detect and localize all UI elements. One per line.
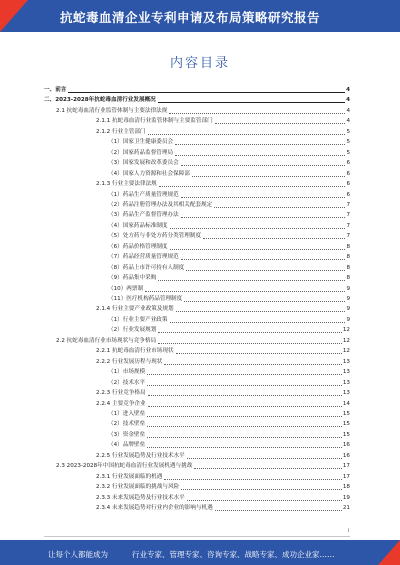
toc-entry[interactable] [44,274,350,283]
toc-entry-page: 8 [346,264,350,271]
toc-leader-dots [164,478,342,480]
toc-entry[interactable] [44,128,350,137]
toc-entry-label: （1）药品生产质量管理规范 [108,191,179,198]
toc-entry[interactable] [44,316,350,325]
toc-entry-label: （1）市场规模 [108,369,146,376]
toc-leader-dots [181,196,346,198]
toc-entry[interactable] [44,389,350,398]
toc-entry[interactable] [44,494,350,503]
toc-entry[interactable] [44,431,350,440]
toc-entry-label: 2.2.4 主要竞争企业 [96,400,146,407]
toc-entry-label: 2.3.3 未来发展趋势及行业技术水平 [96,494,185,501]
toc-entry[interactable] [44,222,350,231]
toc-entry[interactable] [44,410,350,419]
toc-entry-page: 4 [346,87,350,93]
toc-leader-dots [147,415,342,417]
toc-entry[interactable] [44,149,350,158]
toc-entry-label: （3）资金壁垒 [108,431,146,438]
footer-slogan-right: 行业专家、管理专家、咨询专家、战略专家、成功企业家…… [132,550,335,559]
toc-leader-dots [175,143,345,145]
toc-entry-label: （2）国家药品监督管理局 [108,149,174,156]
toc-entry-label: 二、2023-2028年抗蛇毒血清行业发展概况 [44,97,156,104]
toc-entry[interactable] [44,138,350,147]
toc-entry-page: 12 [342,337,350,344]
toc-leader-dots [170,227,346,229]
toc-entry-page: 8 [346,243,350,250]
toc-entry-label: （4）国家药品标准制度 [108,222,168,229]
toc-entry-label: 2.1.1 抗蛇毒血清行业监管体制与主要监管部门 [96,118,213,125]
toc-entry-page: 5 [346,139,350,146]
toc-entry[interactable] [44,473,350,482]
toc-entry-label: （2）技术水平 [108,379,146,386]
toc-entry-label: 2.2.5 行业发展趋势及行业技术水平 [96,452,185,459]
bottom-divider [44,536,350,537]
toc-entry[interactable] [44,483,350,492]
toc-entry[interactable] [44,117,350,126]
toc-entry-page: 12 [342,327,350,334]
toc-entry-label: （11）医疗机构药品管理制度 [108,296,183,302]
report-title: 抗蛇毒血清企业专利申请及布局策略研究报告 [60,10,321,25]
toc-leader-dots [175,154,345,156]
toc-entry-page: 9 [346,306,350,313]
toc-entry[interactable] [44,504,350,513]
toc-entry[interactable] [44,107,350,116]
toc-entry-page: 8 [346,275,350,282]
toc-entry-label: （5）处方药与非处方药分类管理制度 [108,233,202,240]
toc-leader-dots [148,405,342,407]
toc-leader-dots [194,467,342,469]
toc-entry-label: （1）进入壁垒 [108,410,146,417]
toc-entry-page: 19 [342,494,350,501]
footer-slogan-left: 让每个人都能成为 [48,550,108,559]
toc-leader-dots [192,175,346,177]
toc-entry-page: 4 [346,107,350,114]
toc-entry-page: 15 [342,410,350,417]
toc-entry-page: 13 [342,390,350,397]
toc-entry[interactable] [44,96,350,105]
toc-entry[interactable] [44,201,350,210]
toc-leader-dots [181,216,346,218]
toc-entry-label: （3）国家发展和改革委员会 [108,160,179,167]
toc-entry-page: 9 [346,285,350,292]
toc-leader-dots [148,394,342,396]
toc-entry-page: 4 [346,97,350,104]
toc-entry-label: 2.3.4 未来发展趋势对行业内企业的影响与机遇 [96,505,213,511]
toc-leader-dots [187,499,342,501]
toc-entry[interactable] [44,337,350,346]
toc-entry-page: 6 [346,191,350,198]
toc-entry[interactable] [44,326,350,335]
toc-entry-label: 2.2.3 行业竞争格局 [96,390,146,397]
toc-entry-label: 2.2 抗蛇毒血清行业市场现状与竞争格局 [56,337,157,344]
toc-entry-label: 2.1.3 行业主要法律法规 [96,181,157,188]
toc-entry-label: 2.3.1 行业发展面临的机遇 [96,473,163,480]
toc-entry-label: （10）两票制 [108,285,144,292]
toc-entry-label: 2.1.4 行业主要产业政策及规划 [96,306,174,313]
toc-entry-page: 16 [342,442,350,449]
toc-leader-dots [147,436,342,438]
toc-entry[interactable] [44,452,350,461]
toc-leader-dots [158,101,345,103]
toc-entry-label: （3）药品生产监督管理办法 [108,212,179,219]
toc-leader-dots [148,133,346,135]
toc-leader-dots [158,331,342,333]
toc-entry-page: 4 [346,118,350,125]
toc-entry[interactable] [44,295,350,304]
toc-entry[interactable] [44,211,350,220]
toc-entry-page: 8 [346,254,350,261]
toc-entry-page: 15 [342,421,350,428]
toc-entry-page: 6 [346,181,350,188]
toc-entry-label: （9）药品集中采购 [108,275,157,282]
toc-entry[interactable] [44,347,350,356]
toc-entry[interactable] [44,358,350,367]
toc-leader-dots [181,488,342,490]
toc-entry-label: （6）药品价格管理制度 [108,243,168,250]
toc-leader-dots [184,300,345,302]
toc-entry-label: （2）药品注册管理办法及其相关配套规定 [108,201,213,208]
toc-entry-page: 21 [342,505,350,511]
toc-entry-label: （7）药品经营质量管理规范 [108,254,179,261]
toc-entry[interactable] [44,243,350,252]
toc-entry-label: 2.2.2 行业发展历程与现状 [96,358,163,365]
toc-leader-dots [203,237,345,239]
toc-entry-label: （1）行业主要产业政策 [108,316,168,323]
toc-leader-dots [158,342,342,344]
toc-leader-dots [159,185,346,187]
toc-leader-dots [147,384,342,386]
toc-leader-dots [147,373,342,375]
toc-entry[interactable] [44,368,350,377]
toc-entry[interactable] [44,379,350,388]
page-marker: i [348,528,350,534]
toc-leader-dots [147,425,342,427]
toc-entry-label: （4）品牌壁垒 [108,442,146,449]
toc-leader-dots [164,363,342,365]
toc-entry-page: 6 [346,170,350,177]
toc-entry[interactable] [44,420,350,429]
toc-entry-page: 15 [342,431,350,438]
toc-leader-dots [158,279,345,281]
toc-entry-page: 13 [342,379,350,386]
toc-leader-dots [181,164,346,166]
toc-leader-dots [214,206,345,208]
toc-leader-dots [215,509,342,511]
toc-entry[interactable] [44,86,350,95]
toc-entry[interactable] [44,441,350,450]
toc-entry-page: 7 [346,222,350,229]
toc-leader-dots [170,321,346,323]
toc-entry-label: 2.1 抗蛇毒血清行业监管体制与主要法律法规 [56,107,168,114]
toc-entry-label: （2）行业发展规划 [108,327,157,334]
toc-leader-dots [176,352,342,354]
toc-entry-page: 7 [346,201,350,208]
toc-entry[interactable] [44,400,350,409]
toc-leader-dots [147,446,342,448]
toc-entry-page: 14 [342,400,350,407]
toc-leader-dots [176,310,346,312]
toc-entry-page: 12 [342,348,350,355]
toc-entry-label: 一、前言 [44,87,67,93]
toc-entry[interactable] [44,170,350,179]
toc-entry-label: 2.2.1 抗蛇毒血清行业市场现状 [96,348,174,355]
toc-entry-page: 7 [346,212,350,219]
header-accent-shape [0,0,28,32]
toc-entry-label: （8）药品上市许可持有人制度 [108,264,185,271]
toc-leader-dots [181,258,346,260]
toc-entry-page: 17 [342,463,350,470]
toc-entry-page: 9 [346,296,350,302]
toc-entry-page: 6 [346,160,350,167]
toc-entry-page: 18 [342,484,350,491]
toc-entry-label: （1）国家卫生健康委员会 [108,139,174,146]
toc-entry-page: 5 [346,149,350,156]
toc-entry-page: 13 [342,358,350,365]
footer-accent-shape [378,540,400,565]
toc-leader-dots [68,91,345,93]
toc-entry[interactable] [44,191,350,200]
toc-entry[interactable] [44,180,350,189]
toc-leader-dots [145,290,345,292]
toc-entry[interactable] [44,264,350,273]
toc-entry[interactable] [44,159,350,168]
toc-leader-dots [170,248,346,250]
toc-entry-page: 7 [346,233,350,240]
toc-heading: 内容目录 [169,56,230,71]
toc-leader-dots [215,122,346,124]
toc-entry-page: 9 [346,316,350,323]
toc-entry[interactable] [44,305,350,314]
toc-entry-label: 2.3 2023-2028年中国抗蛇毒血清行业发展机遇与挑战 [56,463,193,470]
toc-entry[interactable] [44,462,350,471]
toc-entry[interactable] [44,285,350,294]
toc-entry-label: （4）国家人力资源和社会保障部 [108,170,190,177]
toc-entry-label: 2.3.2 行业发展面临的挑战与风险 [96,484,180,491]
toc-entry-page: 5 [346,128,350,135]
toc-entry-page: 16 [342,452,350,459]
toc-leader-dots [186,269,345,271]
toc-entry-page: 17 [342,473,350,480]
toc-leader-dots [187,457,342,459]
toc-leader-dots [169,112,345,114]
toc-entry-page: 13 [342,369,350,376]
toc-entry-label: （2）技术壁垒 [108,421,146,428]
toc-entry[interactable] [44,253,350,262]
toc-entry[interactable] [44,232,350,241]
toc-entry-label: 2.1.2 行业主管部门 [96,128,146,135]
